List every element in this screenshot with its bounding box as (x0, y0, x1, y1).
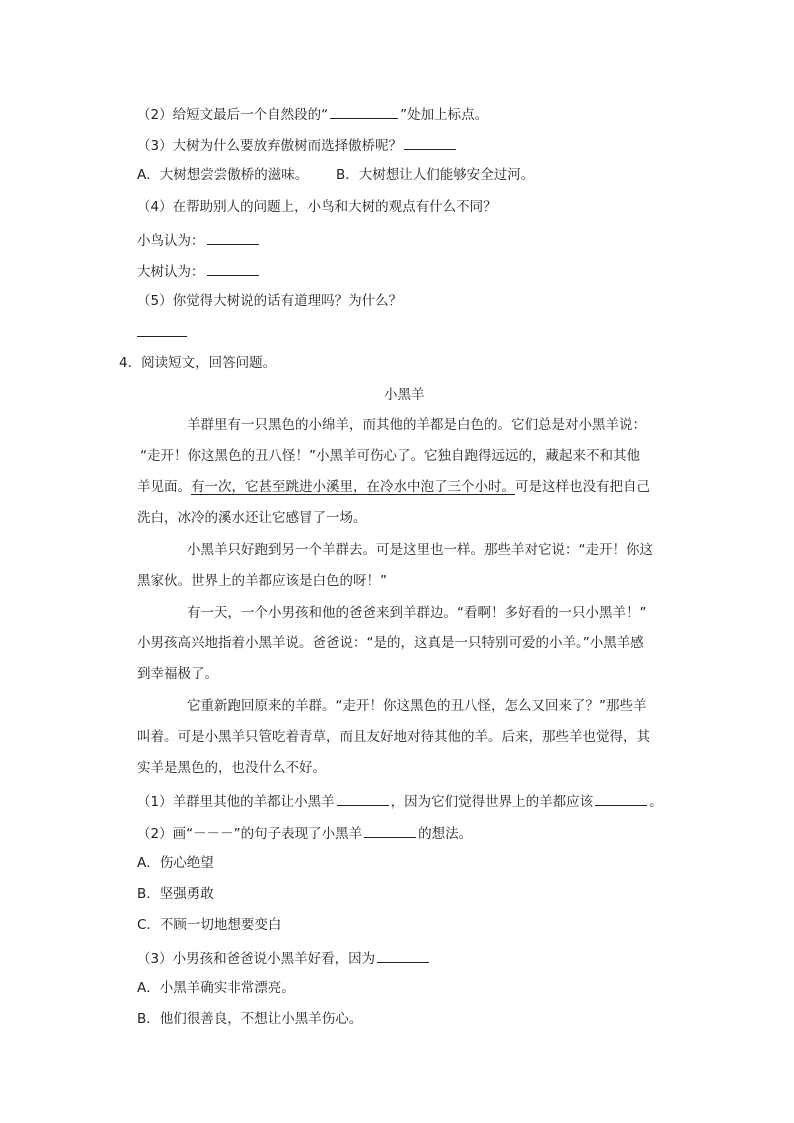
passage-p4-line2: 叫着。可是小黑羊只管吃着青草，而且友好地对待其他的羊。后来，那些羊也觉得，其 (137, 729, 650, 745)
q4-sub2-blank[interactable] (364, 823, 416, 838)
q4-sub2-b: 的想法。 (418, 826, 473, 842)
q4-sub1-blank1[interactable] (337, 791, 389, 806)
passage-p2-line2: 黑家伙。世界上的羊都应该是白色的呀！” (137, 573, 387, 589)
q3-sub5: （5）你觉得大树说的话有道理吗？为什么？ (137, 293, 403, 309)
q3-sub3-option-a: A．大树想尝尝傲桥的滋味。 (137, 167, 309, 183)
passage-p3-line2: 小男孩高兴地指着小黑羊说。爸爸说：“是的，这真是一只特别可爱的小羊。”小黑羊感 (137, 635, 644, 651)
passage-p1-line2: “走开！你这黑色的丑八怪！”小黑羊可伤心了。它独自跑得远远的，藏起来不和其他 (140, 448, 640, 464)
q4-sub3-text: （3）小男孩和爸爸说小黑羊好看，因为 (137, 951, 376, 967)
q4-sub1 (137, 791, 663, 811)
q3-bird-blank[interactable] (207, 230, 259, 245)
q4-sub2-option-b: B．坚强勇敢 (137, 886, 214, 902)
q4-sub3 (137, 948, 431, 968)
q4-sub3-option-b: B．他们很善良，不想让小黑羊伤心。 (137, 1011, 363, 1027)
q4-heading: 4．阅读短文，回答问题。 (119, 355, 277, 371)
q4-sub1-c: 。 (649, 794, 663, 810)
passage-p2-line1: 小黑羊只好跑到另一个羊群去。可是这里也一样。那些羊对它说：“走开！你这 (187, 542, 653, 558)
q3-sub2 (137, 104, 488, 124)
passage-p4-line3: 实羊是黑色的，也没什么不好。 (137, 760, 326, 776)
q4-sub3-option-a: A．小黑羊确实非常漂亮。 (137, 980, 295, 996)
passage-p1-line3-before: 羊见面。 (137, 479, 191, 495)
q3-sub3-blank[interactable] (404, 135, 456, 150)
q3-sub4: （4）在帮助别人的问题上，小鸟和大树的观点有什么不同？ (137, 199, 497, 215)
q4-sub2-a: （2）画“－－－”的句子表现了小黑羊 (137, 826, 363, 842)
passage-p3-line1: 有一天，一个小男孩和他的爸爸来到羊群边。“看啊！多好看的一只小黑羊！” (187, 605, 647, 621)
q3-tree-answer (137, 261, 261, 281)
passage-p3-line3: 到幸福极了。 (137, 666, 218, 682)
q4-sub1-b: ，因为它们觉得世界上的羊都应该 (390, 794, 594, 810)
passage-p1-line3-after: 可是这样也没有把自己 (515, 479, 650, 495)
passage-title: 小黑羊 (384, 387, 425, 403)
q3-tree-blank[interactable] (207, 261, 259, 276)
q4-sub3-blank[interactable] (377, 948, 429, 963)
q3-sub2-before: （2）给短文最后一个自然段的“ (137, 107, 329, 123)
q3-bird-label: 小鸟认为： (137, 233, 205, 249)
q3-sub3-option-b: B．大树想让人们能够安全过河。 (336, 167, 535, 183)
passage-p1-line3 (137, 478, 650, 496)
q3-sub2-blank[interactable] (330, 104, 398, 119)
q4-sub1-blank2[interactable] (595, 791, 647, 806)
underlined-sentence: 有一次，它甚至跳进小溪里，在冷水中泡了三个小时。 (191, 479, 515, 495)
q3-bird-answer (137, 230, 261, 250)
q3-sub2-after: ”处加上标点。 (400, 107, 489, 123)
q3-sub5-answer (137, 322, 187, 342)
q3-sub3-text: （3）大树为什么要放弃傲树而选择傲桥呢？ (137, 138, 403, 154)
q3-sub5-blank[interactable] (137, 322, 187, 337)
passage-p1-line1: 羊群里有一只黑色的小绵羊，而其他的羊都是白色的。它们总是对小黑羊说： (187, 417, 646, 433)
q3-sub3 (137, 135, 458, 155)
passage-p4-line1: 它重新跑回原来的羊群。“走开！你这黑色的丑八怪，怎么又回来了？”那些羊 (187, 698, 647, 714)
q4-sub2-option-a: A．伤心绝望 (137, 855, 214, 871)
passage-p1-line4: 洗白，冰冷的溪水还让它感冒了一场。 (137, 510, 367, 526)
q4-sub1-a: （1）羊群里其他的羊都让小黑羊 (137, 794, 335, 810)
q4-sub2-option-c: C．不顾一切地想要变白 (137, 917, 282, 933)
q3-tree-label: 大树认为： (137, 264, 205, 280)
q4-sub2 (137, 823, 472, 843)
